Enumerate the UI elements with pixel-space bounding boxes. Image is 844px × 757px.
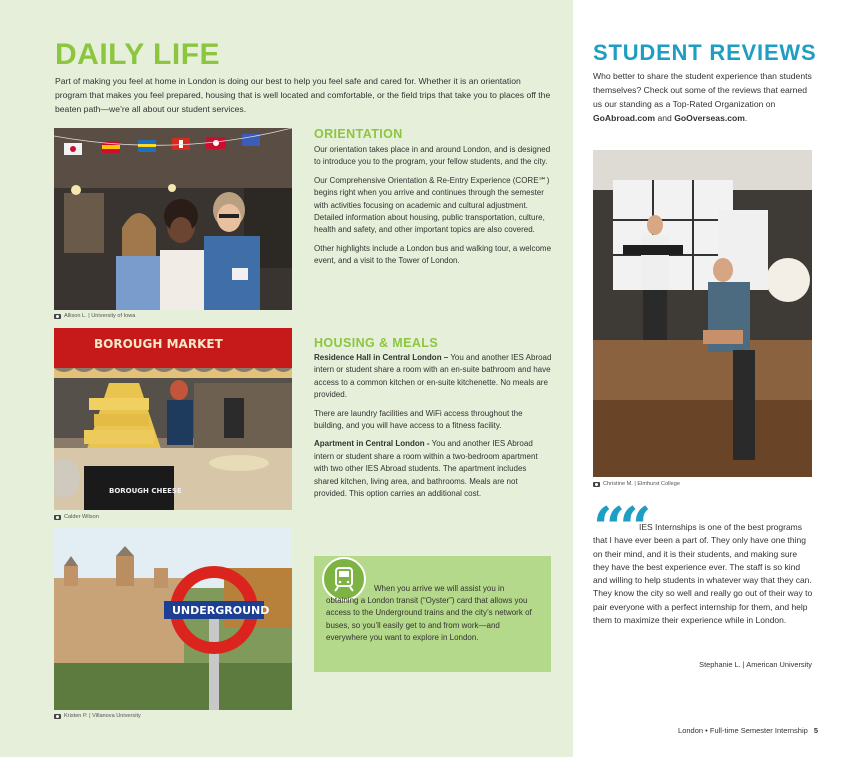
- underground-photo-credit: Kristen P. | Villanova University: [54, 713, 141, 719]
- page-footer: [678, 726, 818, 735]
- transit-text: When you arrive we will assist you in obtaining a London transit (“Oyster”) card that allows you access to the Underground trains and the city’s network of buses, so you’ll easily get to and from work—and everywhere you want to explore in London.: [326, 584, 532, 642]
- orientation-p1: Our orientation takes place in and around London, and is designed to introduce you to the program, your fellow students, and the city.: [314, 145, 551, 167]
- orientation-p2: Our Comprehensive Orientation & Re-Entry Experience (CORE℠) begins right when you arrive and continues through the semester with activities focusing on academic and cultural adjustment. Detailed information about housing, public transportation, culture, health and safety, and other important topics are also covered.: [314, 175, 550, 235]
- orientation-photo: [54, 128, 292, 310]
- market-sign-text: BOROUGH MARKET: [94, 337, 223, 351]
- quote-mark-icon: ““: [593, 495, 646, 561]
- market-photo-credit: Calder Wilson: [54, 514, 99, 520]
- review-author: Stephanie L. | American University: [699, 660, 812, 669]
- housing-p2: There are laundry facilities and WiFi access throughout the building, and you will have access to a fitness facility.: [314, 408, 523, 431]
- market-photo: [54, 328, 292, 510]
- camera-icon: [54, 314, 61, 319]
- orientation-heading: ORIENTATION: [314, 127, 403, 141]
- underground-sign-text: UNDERGROUND: [172, 604, 270, 617]
- reviews-intro: Who better to share the student experience than students themselves? Check out some of the reviews that earned us our standing as a Top-Rated Organization on GoAbroad.com and GoOverseas.com.: [593, 71, 812, 123]
- orientation-photo-credit: Allison L. | University of Iowa: [54, 313, 135, 319]
- underground-photo: [54, 528, 292, 710]
- page-number: 5: [813, 726, 818, 735]
- review-quote: IES Internships is one of the best programs that I have ever been a part of. They only have one thing on their mind, and it is their students, and making sure they have the best experience ever. The staff is so kind and willing to help students in whatever way that they can. They know the city so well and really go out of their way to pair everyone with a perfect internship for them, and help them to maximize their experience while in London.: [593, 522, 813, 626]
- camera-icon: [54, 714, 61, 719]
- film-crew-photo: [593, 150, 812, 477]
- housing-p3: Apartment in Central London - You and another IES Abroad intern or student share a room within a two-bedroom apartment with two other IES Abroad students. The apartment includes shared kitchen, living area, and bathrooms. Meals are not provided. This option carries an additional cost.: [314, 439, 538, 499]
- goabroad-link[interactable]: GoAbroad.com: [593, 113, 656, 123]
- housing-heading: HOUSING & MEALS: [314, 336, 439, 350]
- daily-life-title: DAILY LIFE: [55, 38, 221, 71]
- daily-life-intro: Part of making you feel at home in London is doing our best to help you feel safe and cared for. Whether it is an orientation program that makes you feel prepared, housing that is well located and comfortable, or the field trips that take you to places off the beaten path—we’re all about our student services.: [55, 76, 551, 114]
- market-box-text: BOROUGH CHEESE: [109, 487, 182, 495]
- student-reviews-title: STUDENT REVIEWS: [593, 40, 817, 65]
- film-crew-photo-credit: Christine M. | Elmhurst College: [593, 481, 680, 487]
- camera-icon: [54, 515, 61, 520]
- camera-icon: [593, 482, 600, 487]
- footer-text: London • Full-time Semester Internship: [678, 726, 808, 735]
- housing-p1: Residence Hall in Central London – You and another IES Abroad intern or student share a room with an en-suite bathroom and have access to a common kitchen or en-suite kitchenette. No meals are provided.: [314, 353, 552, 400]
- gooverseas-link[interactable]: GoOverseas.com: [674, 113, 745, 123]
- orientation-p3: Other highlights include a London bus and walking tour, a welcome event, and a visit to the Tower of London.: [314, 243, 552, 266]
- orientation-body: [314, 144, 552, 274]
- housing-body: [314, 352, 552, 506]
